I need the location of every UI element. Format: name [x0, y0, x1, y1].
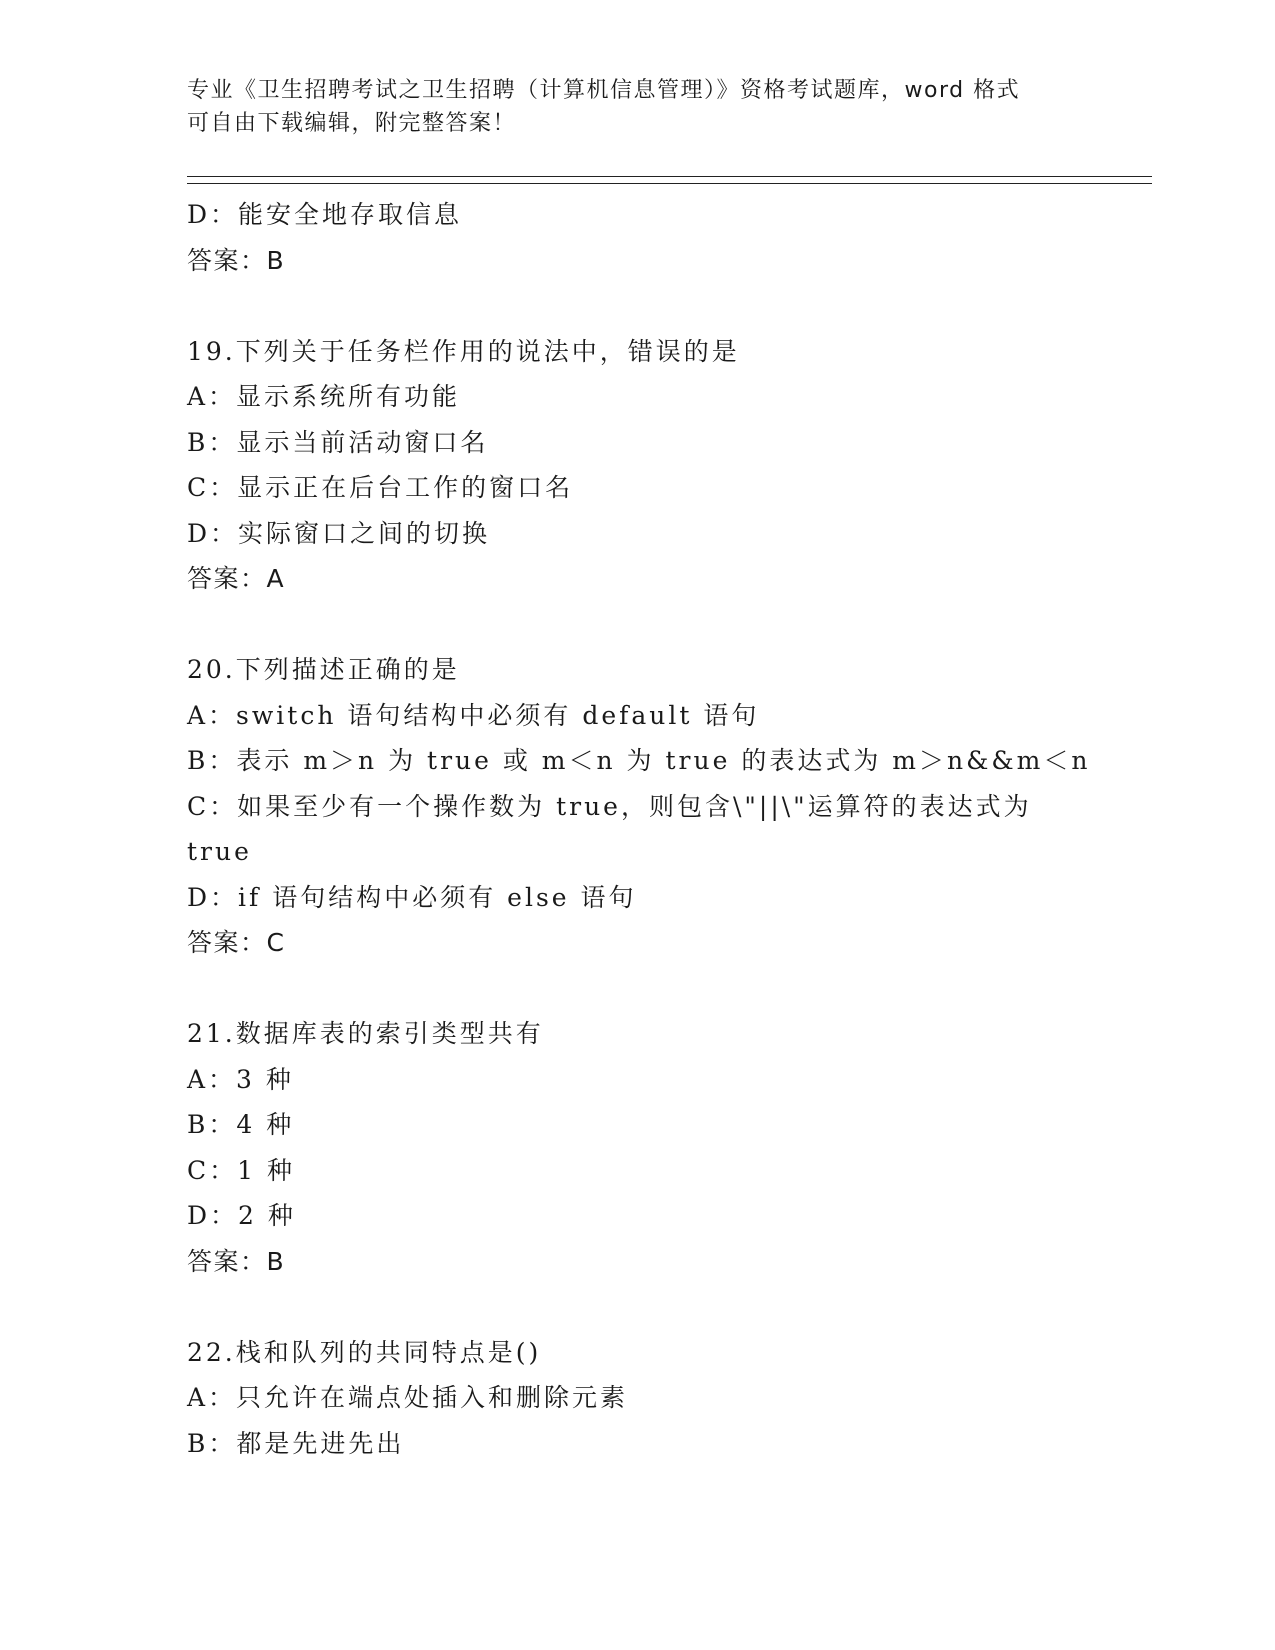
question-22	[187, 1330, 1087, 1467]
option-c: C：显示正在后台工作的窗口名	[187, 473, 574, 502]
question-21	[187, 1011, 1087, 1284]
spacer	[187, 283, 1087, 329]
header-divider-bottom	[187, 183, 1152, 184]
question-stem: 20.下列描述正确的是	[187, 655, 460, 684]
option-a: A：只允许在端点处插入和删除元素	[187, 1383, 629, 1412]
header-title-line-1: 专业《卫生招聘考试之卫生招聘（计算机信息管理）》资格考试题库，word 格式	[187, 78, 1021, 103]
option-d: D：2 种	[187, 1201, 296, 1230]
prev-question-option-d: D：能安全地存取信息	[187, 200, 463, 229]
header-title-line-2: 可自由下载编辑，附完整答案！	[187, 111, 517, 136]
option-b: B：显示当前活动窗口名	[187, 427, 489, 457]
question-stem: 19.下列关于任务栏作用的说法中，错误的是	[187, 336, 740, 366]
spacer	[187, 602, 1087, 648]
option-a: A：显示系统所有功能	[187, 382, 461, 411]
question-list	[187, 192, 1091, 1466]
document-header	[187, 74, 1067, 140]
option-b: B：表示 m＞n 为 true 或 m＜n 为 true 的表达式为 m＞n&&m＜n	[187, 746, 1091, 775]
option-c-continued: true	[187, 837, 252, 866]
answer: 答案：A	[187, 564, 286, 593]
option-a: A：3 种	[187, 1064, 294, 1094]
answer: 答案：B	[187, 1246, 286, 1276]
prev-question-answer: 答案：B	[187, 245, 286, 275]
question-19	[187, 329, 1087, 602]
spacer	[187, 966, 1087, 1012]
option-b: B：4 种	[187, 1110, 295, 1139]
question-stem: 21.数据库表的索引类型共有	[187, 1019, 544, 1048]
question-20	[187, 647, 1091, 966]
question-stem: 22.栈和队列的共同特点是()	[187, 1337, 542, 1367]
answer: 答案：C	[187, 928, 286, 957]
option-b: B：都是先进先出	[187, 1428, 405, 1458]
option-d: D：if 语句结构中必须有 else 语句	[187, 882, 637, 912]
option-d: D：实际窗口之间的切换	[187, 518, 491, 548]
header-divider-top	[187, 176, 1152, 177]
spacer	[187, 1284, 1087, 1330]
option-a: A：switch 语句结构中必须有 default 语句	[187, 700, 760, 730]
option-c: C：1 种	[187, 1155, 295, 1185]
option-c: C：如果至少有一个操作数为 true，则包含\"||\"运算符的表达式为	[187, 791, 1032, 821]
